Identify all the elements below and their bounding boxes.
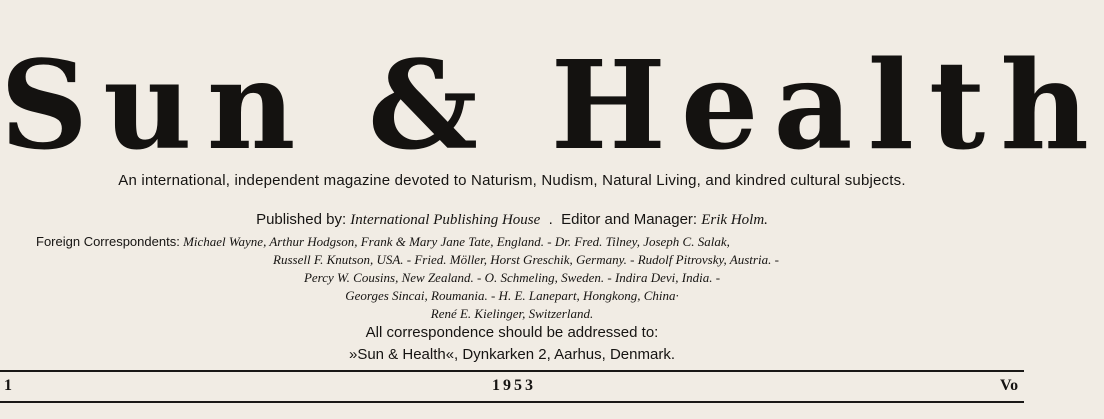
publisher-separator: . (548, 211, 553, 228)
correspondents-line-3: Percy W. Cousins, New Zealand. - O. Schmeling, Sweden. - Indira Devi, India. - (303, 270, 721, 285)
correspondents-label: Foreign Correspondents: (36, 234, 180, 249)
correspondents-line-2: Russell F. Knutson, USA. - Fried. Möller, Horst Greschik, Germany. - Rudolf Pitrovsky, Austria. - (273, 252, 779, 267)
address-line: »Sun & Health«, Dynkarken 2, Aarhus, Denmark. (348, 346, 675, 363)
editor-value: Erik Holm. (701, 212, 768, 228)
editor-label: Editor and Manager: (561, 211, 698, 228)
masthead-title (0, 33, 1104, 177)
correspondents-line-4: Georges Sincai, Roumania. - H. E. Lanepart, Hongkong, China· (345, 288, 679, 303)
correspondents-line-5: René E. Kielinger, Switzerland. (430, 306, 594, 321)
masthead-word-sun: Sun (0, 33, 311, 177)
address-intro: All correspondence should be addressed to: (365, 324, 659, 341)
footer-year: 1953 (492, 377, 536, 394)
footer-rule-bottom (0, 401, 1024, 403)
published-by-value: International Publishing House (350, 212, 541, 228)
published-by-label: Published by: (256, 211, 347, 228)
tagline: An international, independent magazine devoted to Naturism, Nudism, Natural Living, and kindred cultural subjects. (118, 172, 906, 189)
footer-rule-top (0, 370, 1024, 372)
correspondents-line-1 (36, 234, 1016, 250)
masthead-ampersand: & (368, 33, 494, 177)
publisher-line (0, 211, 1024, 229)
masthead-word-health: Health (550, 33, 1104, 177)
correspondents-text-1: Michael Wayne, Arthur Hodgson, Frank & Mary Jane Tate, England. - Dr. Fred. Tilney, Joseph C. Salak, (183, 234, 730, 249)
footer-number: 1 (4, 377, 12, 394)
footer-volume: Vo (1000, 377, 1019, 394)
